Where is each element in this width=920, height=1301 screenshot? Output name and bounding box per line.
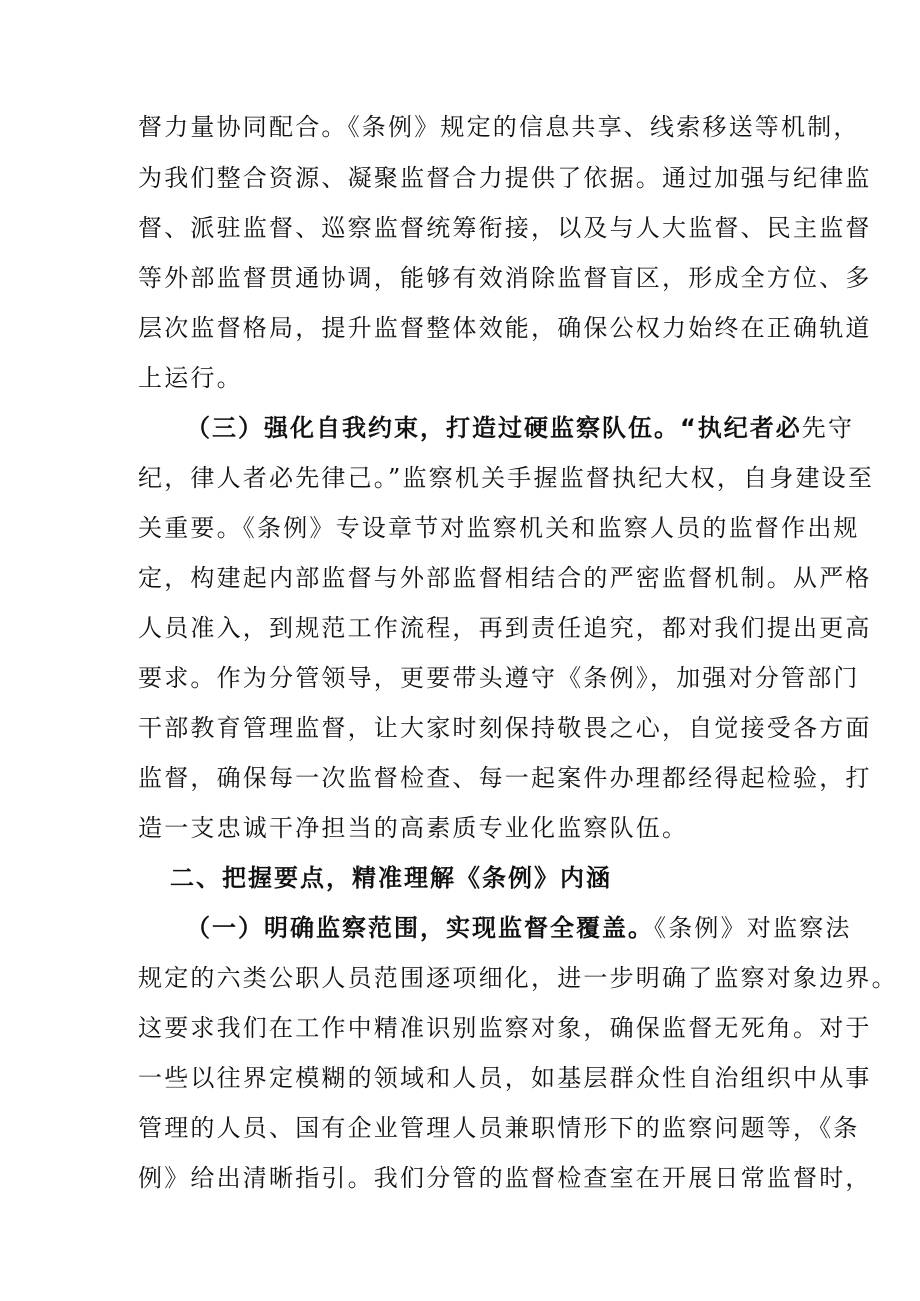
paragraph-text: 先守 — [801, 414, 855, 442]
paragraph-first-line — [186, 411, 854, 445]
paragraph-line: 例》给出清晰指引。我们分管的监督检查室在开展日常监督时， — [138, 1164, 872, 1192]
subsection-heading: （三）强化自我约束，打造过硬监察队伍。“执纪者必 — [186, 414, 802, 442]
paragraph-line: 干部教育管理监督，让大家时刻保持敬畏之心，自觉接受各方面 — [138, 714, 872, 742]
paragraph-line: 要求。作为分管领导，更要带头遵守《条例》，加强对分管部门 — [138, 664, 860, 692]
paragraph-line: 关重要。《条例》专设章节对监察机关和监察人员的监督作出规 — [138, 514, 860, 542]
paragraph-line: 管理的人员、国有企业管理人员兼职情形下的监察问题等，《条 — [138, 1114, 860, 1142]
paragraph-line: 一些以往界定模糊的领域和人员，如基层群众性自治组织中从事 — [138, 1064, 872, 1092]
paragraph-line: 规定的六类公职人员范围逐项细化，进一步明确了监察对象边界。 — [138, 964, 898, 992]
paragraph-line: 人员准入，到规范工作流程，再到责任追究，都对我们提出更高 — [138, 614, 872, 642]
paragraph-line: 纪，律人者必先律己。”监察机关手握监督执纪大权，自身建设至 — [138, 464, 875, 492]
subsection-heading: （一）明确监察范围，实现监督全覆盖。 — [186, 914, 654, 942]
paragraph-text: 《条例》对监察法 — [654, 914, 852, 942]
paragraph-line: 等外部监督贯通协调，能够有效消除监督盲区，形成全方位、多 — [138, 264, 872, 292]
paragraph-line: 层次监督格局，提升监督整体效能，确保公权力始终在正确轨道 — [138, 314, 872, 342]
paragraph-line: 监督，确保每一次监督检查、每一起案件办理都经得起检验，打 — [138, 764, 872, 792]
paragraph-line: 定，构建起内部监督与外部监督相结合的严密监督机制。从严格 — [138, 564, 872, 592]
paragraph-line: 为我们整合资源、凝聚监督合力提供了依据。通过加强与纪律监 — [138, 164, 872, 192]
paragraph-line: 造一支忠诚干净担当的高素质专业化监察队伍。 — [138, 814, 689, 842]
paragraph-line: 督、派驻监督、巡察监督统筹衔接，以及与人大监督、民主监督 — [138, 214, 872, 242]
paragraph-first-line — [186, 911, 852, 945]
paragraph-line: 上运行。 — [138, 364, 243, 392]
paragraph-line: 督力量协同配合。《条例》规定的信息共享、线索移送等机制， — [138, 113, 860, 141]
paragraph-line: 这要求我们在工作中精准识别监察对象，确保监督无死角。对于 — [138, 1014, 872, 1042]
section-heading: 二、把握要点，精准理解《条例》内涵 — [170, 864, 612, 892]
